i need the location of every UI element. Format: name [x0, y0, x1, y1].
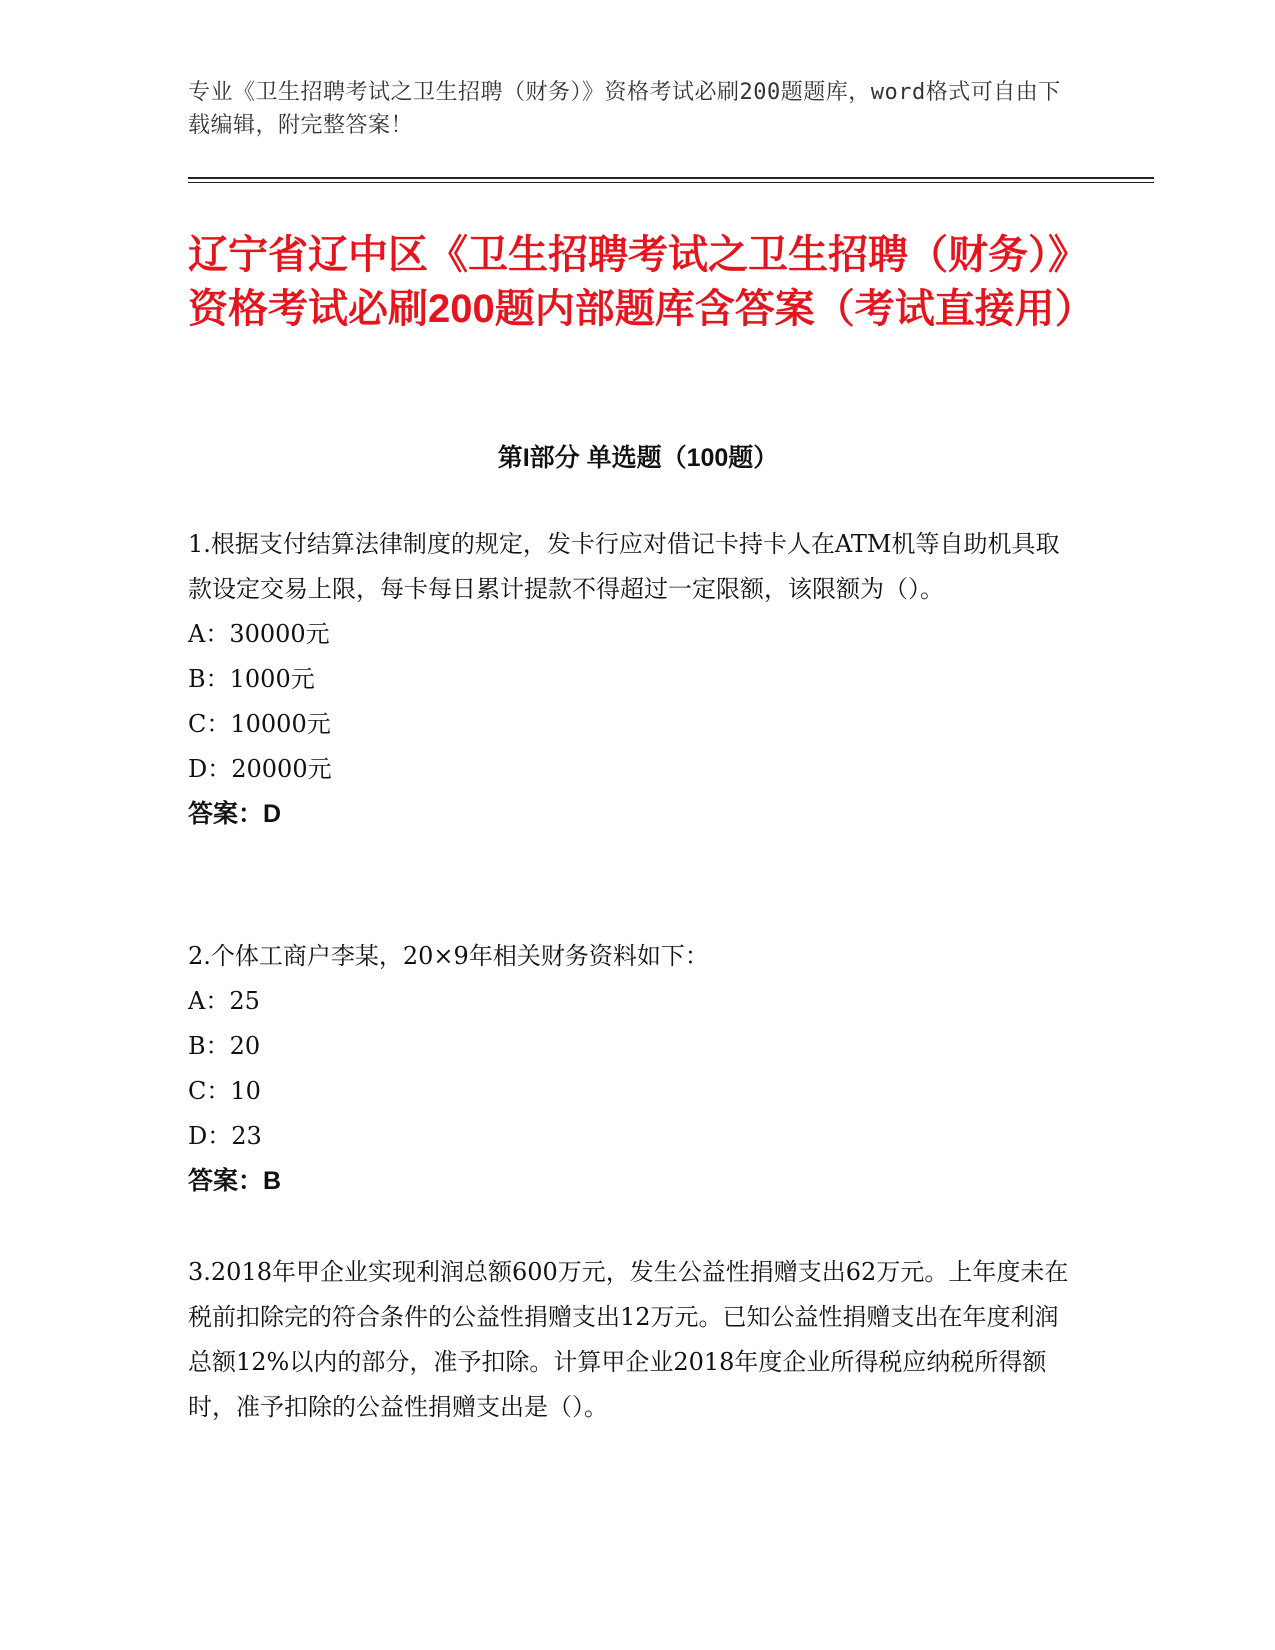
option-c: C：10 [188, 1077, 261, 1105]
question-block [188, 1250, 1073, 1430]
option-b: B：20 [188, 1032, 261, 1060]
option-c: C：10000元 [188, 710, 331, 738]
question-stem: 2.个体工商户李某，20×9年相关财务资料如下： [188, 942, 709, 970]
question-block [188, 522, 1073, 837]
question-stem: 1.根据支付结算法律制度的规定，发卡行应对借记卡持卡人在ATM机等自助机具取款设定交易上限，每卡每日累计提款不得超过一定限额，该限额为（）。 [188, 530, 1060, 603]
section-heading: 第I部分 单选题（100题） [497, 444, 779, 472]
option-a: A：25 [188, 987, 260, 1015]
document-title: 辽宁省辽中区《卫生招聘考试之卫生招聘（财务）》资格考试必刷200题内部题库含答案（考试直接用） [188, 233, 1095, 331]
answer-line: 答案：D [188, 800, 282, 828]
option-b: B：1000元 [188, 665, 315, 693]
header-divider-thin [188, 182, 1154, 183]
option-a: A：30000元 [188, 620, 330, 648]
option-d: D：20000元 [188, 755, 332, 783]
answer-line: 答案：B [188, 1167, 282, 1195]
question-stem: 3.2018年甲企业实现利润总额600万元，发生公益性捐赠支出62万元。上年度未在税前扣除完的符合条件的公益性捐赠支出12万元。已知公益性捐赠支出在年度利润总额12%以内的部分，准予扣除。计算甲企业2018年度企业所得税应纳税所得额时，准予扣除的公益性捐赠支出是（）。 [188, 1258, 1069, 1421]
header-note: 专业《卫生招聘考试之卫生招聘（财务）》资格考试必刷200题题库，word格式可自由下载编辑，附完整答案！ [188, 80, 1061, 138]
header-divider [188, 177, 1154, 179]
question-block [188, 934, 1073, 1204]
option-d: D：23 [188, 1122, 262, 1150]
